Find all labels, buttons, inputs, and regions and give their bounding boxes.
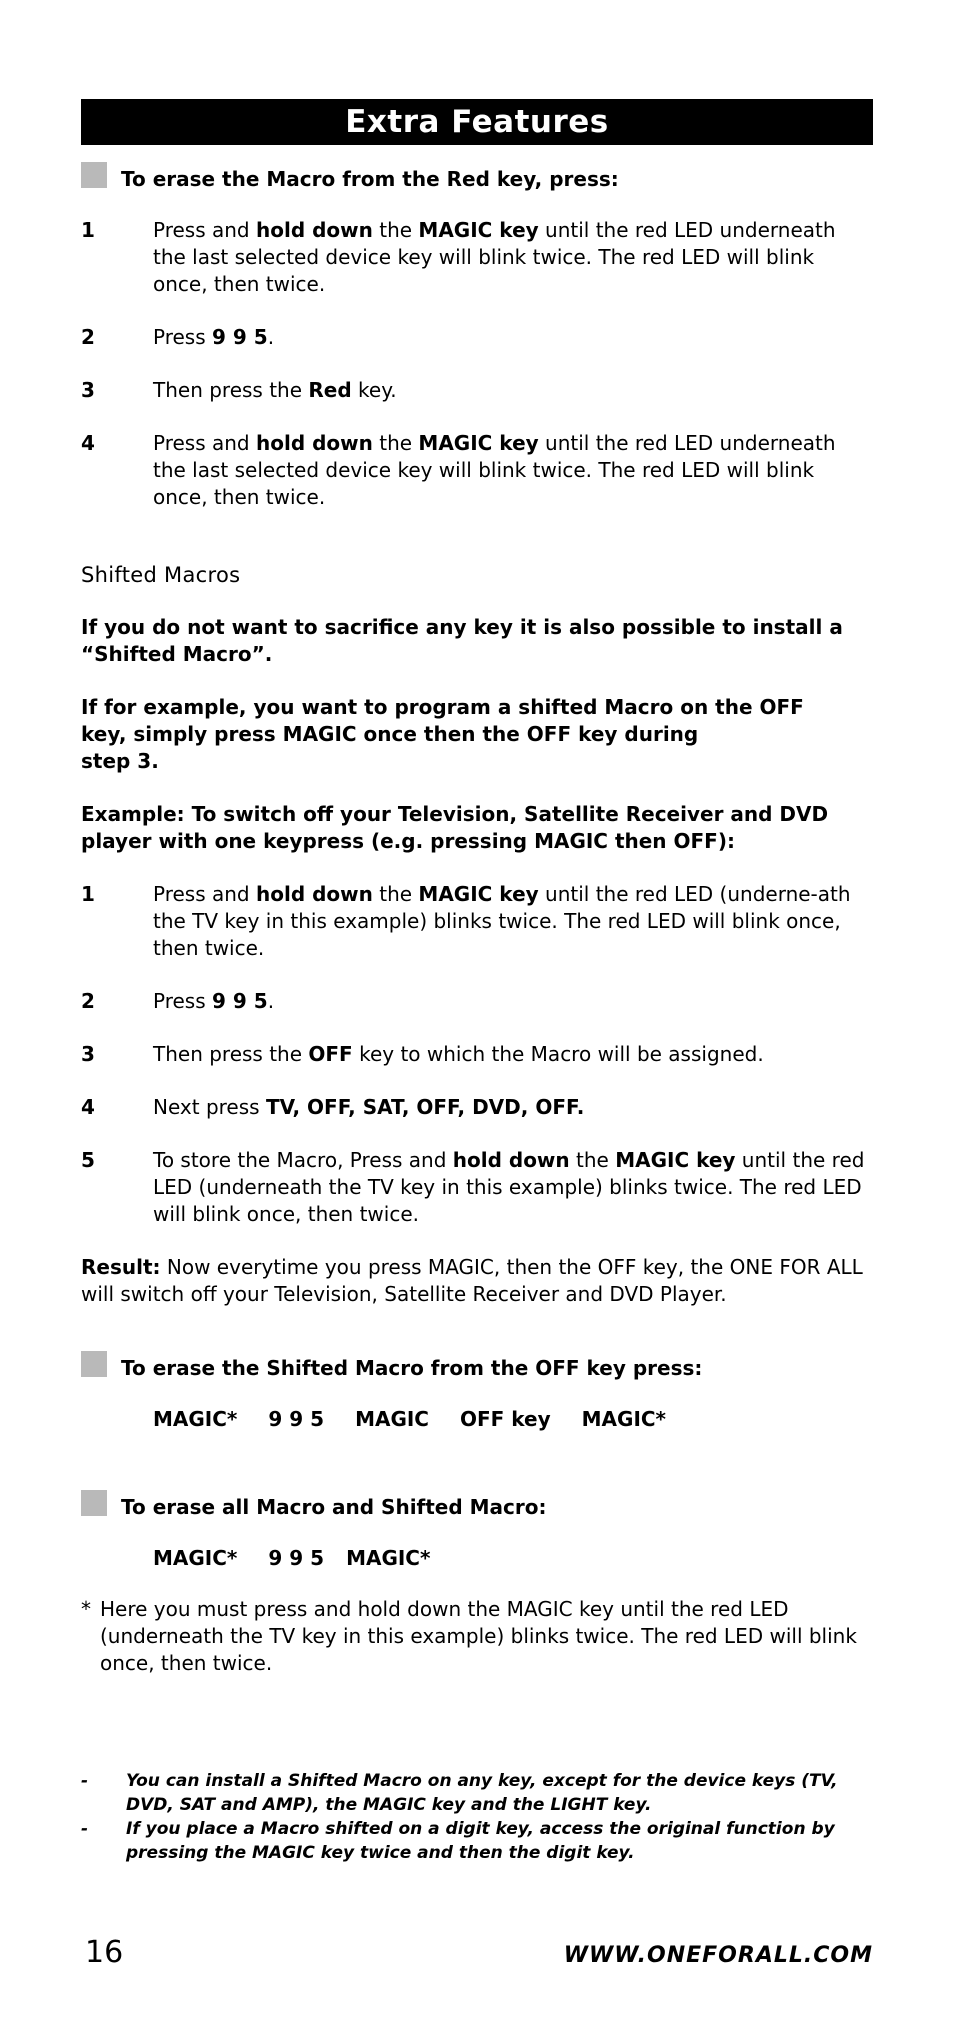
footnote: - If you place a Macro shifted on a digit key, access the original function by pressing the MAGIC key twice and then the digit key. <box>81 1819 835 1863</box>
page-number: 16 <box>85 1935 124 1970</box>
list-item: 1 Press and hold down the MAGIC key until the red LED underneath the last selected device key will blink twice. The red LED will blink once, then twice. <box>81 218 836 296</box>
key-sequence: MAGIC* 9 9 5 MAGIC* <box>153 1546 431 1570</box>
list-item: 2 Press 9 9 5. <box>81 325 275 349</box>
page-content <box>81 99 873 1865</box>
list-item: 3 Then press the OFF key to which the Macro will be assigned. <box>81 1042 764 1066</box>
list-item: 3 Then press the Red key. <box>81 378 397 402</box>
square-bullet-icon <box>81 162 107 188</box>
erase-all-heading: To erase all Macro and Shifted Macro: <box>81 1494 873 1520</box>
erase-red-heading: To erase the Macro from the Red key, press: <box>81 166 873 192</box>
list-item: 5 To store the Macro, Press and hold down the MAGIC key until the red LED (underneath the TV key in this example) blinks twice. The red LED will blink once, then twice. <box>81 1148 865 1226</box>
square-bullet-icon <box>81 1351 107 1377</box>
list-item: 2 Press 9 9 5. <box>81 989 275 1013</box>
example-heading: Example: To switch off your Television, Satellite Receiver and DVD player with one keypress (e.g. pressing MAGIC then OFF): <box>81 802 829 853</box>
intro-paragraph: If you do not want to sacrifice any key it is also possible to install a “Shifted Macro”. <box>81 615 843 666</box>
page-title: Extra Features <box>345 104 609 140</box>
page-footer <box>85 1935 873 1970</box>
list-item: 4 Next press TV, OFF, SAT, OFF, DVD, OFF. <box>81 1095 585 1119</box>
website-url: WWW.ONEFORALL.COM <box>563 1943 873 1968</box>
erase-shifted-heading: To erase the Shifted Macro from the OFF key press: <box>81 1355 873 1381</box>
square-bullet-icon <box>81 1490 107 1516</box>
list-item: 4 Press and hold down the MAGIC key until the red LED underneath the last selected device key will blink twice. The red LED will blink once, then twice. <box>81 431 836 509</box>
asterisk-note: * Here you must press and hold down the MAGIC key until the red LED (underneath the TV key in this example) blinks twice. The red LED will blink once, then twice. <box>81 1597 857 1675</box>
footnote: - You can install a Shifted Macro on any key, except for the device keys (TV, DVD, SAT and AMP), the MAGIC key and the LIGHT key. <box>81 1771 838 1815</box>
section-subheading: Shifted Macros <box>81 563 241 587</box>
key-sequence: MAGIC* 9 9 5 MAGIC OFF key MAGIC* <box>153 1407 667 1431</box>
list-item: 1 Press and hold down the MAGIC key until the red LED (underne-ath the TV key in this example) blinks twice. The red LED will blink once, then twice. <box>81 882 851 960</box>
result-paragraph: Result: Now everytime you press MAGIC, then the OFF key, the ONE FOR ALL will switch off your Television, Satellite Receiver and DVD Player. <box>81 1255 863 1306</box>
example-paragraph: If for example, you want to program a shifted Macro on the OFF key, simply press MAGIC once then the OFF key during step 3. <box>81 695 804 773</box>
header-bar <box>81 99 873 145</box>
